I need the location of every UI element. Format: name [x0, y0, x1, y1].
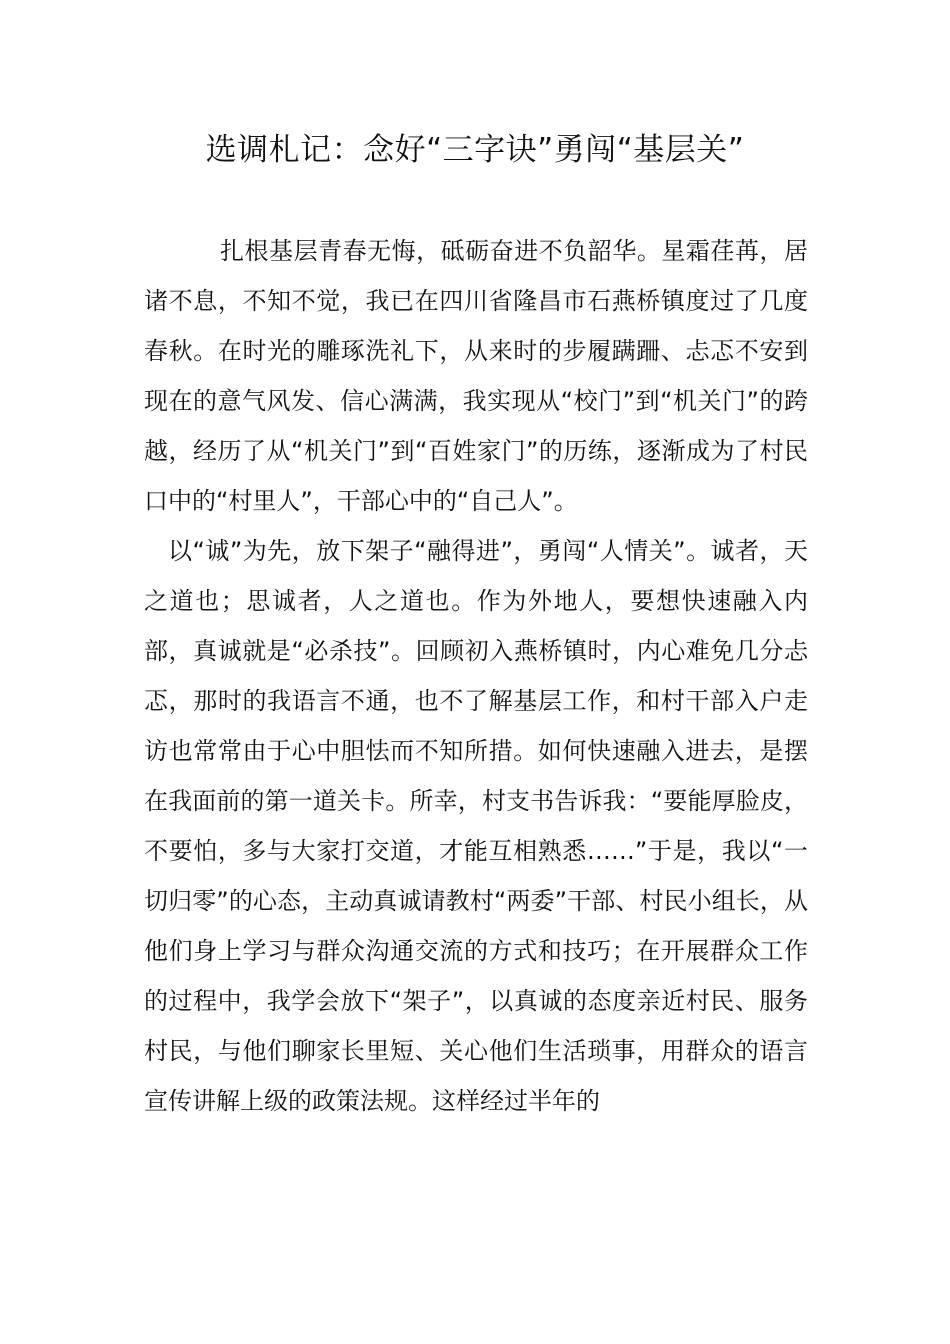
paragraph-sincerity: 以“诚”为先，放下架子“融得进”，勇闯“人情关”。诚者，天之道也；思诚者，人之道也。作为外地人，要想快速融入内部，真诚就是“必杀技”。回顾初入燕桥镇时，内心难免几分忐忑，那时的我语言不通，也不了解基层工作，和村干部入户走访也常常由于心中胆怯而不知所措。如何快速融入进去，是摆在我面前的第一道关卡。所幸，村支书告诉我：“要能厚脸皮，不要怕，多与大家打交道，才能互相熟悉……”于是，我以“一切归零”的心态，主动真诚请教村“两委”干部、村民小组长，从他们身上学习与群众沟通交流的方式和技巧；在开展群众工作的过程中，我学会放下“架子”，以真诚的态度亲近村民、服务村民，与他们聊家长里短、关心他们生活琐事，用群众的语言宣传讲解上级的政策法规。这样经过半年的: [144, 537, 808, 1115]
document-body: [144, 226, 808, 1126]
paragraph-intro: 扎根基层青春无悔，砥砺奋进不负韶华。星霜荏苒，居诸不息，不知不觉，我已在四川省隆昌市石燕桥镇度过了几度春秋。在时光的雕琢洗礼下，从来时的步履蹒跚、忐忑不安到现在的意气风发、信心满满，我实现从“校门”到“机关门”的跨越，经历了从“机关门”到“百姓家门”的历练，逐渐成为了村民口中的“村里人”，干部心中的“自己人”。: [144, 237, 808, 515]
document-title: 选调札记：念好“三字诀”勇闯“基层关”: [205, 132, 745, 168]
